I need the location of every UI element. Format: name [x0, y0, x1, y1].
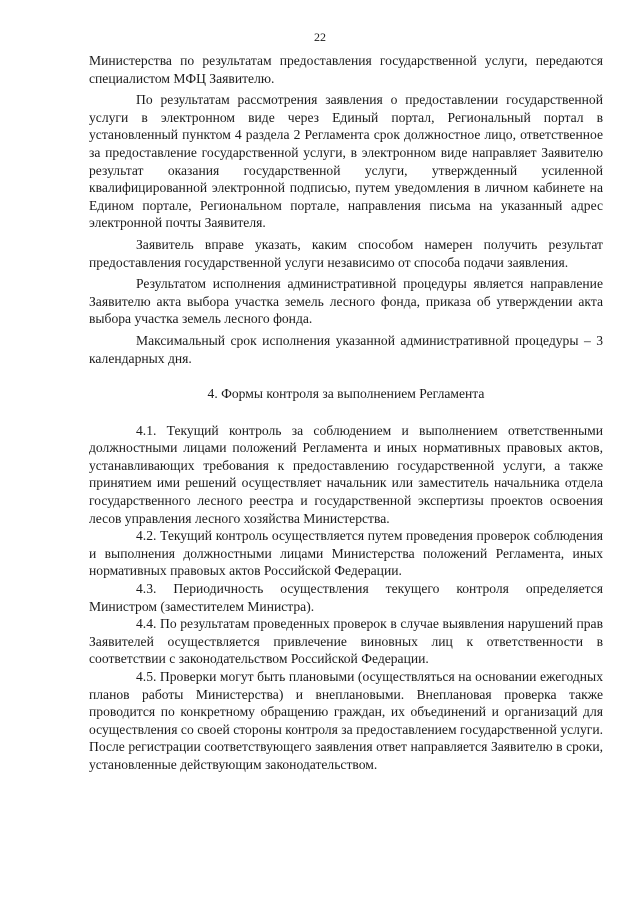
paragraph: По результатам рассмотрения заявления о предоставлении государственной услуги в электронном виде через Единый портал, Региональный портал в установленный пунктом 4 раздела 2 Регламента срок должностное лицо, ответственное за предоставление государственной услуги, в электронном виде направляет Заявителю результат оказания государственной услуги, утвержденный усиленной квалифицированной электронной подписью, путем уведомления в личном кабинете на Едином портале, Региональном портале, направления письма на указанный адрес электронной почты Заявителя. — [89, 92, 603, 231]
paragraph: Максимальный срок исполнения указанной административной процедуры – 3 календарных дня. — [89, 332, 603, 366]
paragraph: 4.1. Текущий контроль за соблюдением и выполнением ответственными должностными лицами положений Регламента и иных нормативных правовых актов, устанавливающих требования к предоставлению государственной услуги, а также принятием ими решений осуществляет начальник или заместитель начальника отдела государственного лесного реестра и государственной экспертизы проектов освоения лесов управления лесного хозяйства Министерства. — [89, 422, 603, 526]
paragraph: Результатом исполнения административной процедуры является направление Заявителю акта выбора участка земель лесного фонда, приказа об утверждении акта выбора участка земель лесного фонда. — [89, 276, 603, 327]
paragraph: 4.3. Периодичность осуществления текущего контроля определяется Министром (заместителем Министра). — [89, 581, 603, 614]
paragraph: Министерства по результатам предоставления государственной услуги, передаются специалистом МФЦ Заявителю. — [89, 53, 603, 86]
paragraph: 4.4. По результатам проведенных проверок в случае выявления нарушений прав Заявителей осуществляется привлечение виновных лиц к ответственности в соответствии с законодательством Российской Федерации. — [89, 616, 603, 667]
page-number: 22 — [314, 30, 326, 44]
page-content — [89, 52, 603, 774]
paragraph: 4.5. Проверки могут быть плановыми (осуществляться на основании ежегодных планов работы Министерства) и внеплановыми. Внеплановая проверка также проводится по конкретному обращению граждан, их объединений и организаций для осуществления со своей стороны контроля за предоставлением государственной услуги. После регистрации соответствующего заявления ответ направляется Заявителю в сроки, установленные действующим законодательством. — [89, 669, 603, 772]
paragraph: Заявитель вправе указать, каким способом намерен получить результат предоставления государственной услуги независимо от способа подачи заявления. — [89, 236, 603, 270]
section-heading: 4. Формы контроля за выполнением Регламента — [207, 386, 485, 402]
paragraph: 4.2. Текущий контроль осуществляется путем проведения проверок соблюдения и выполнения должностными лицами Министерства положений Регламента, иных нормативных правовых актов Российской Федерации. — [89, 528, 603, 579]
